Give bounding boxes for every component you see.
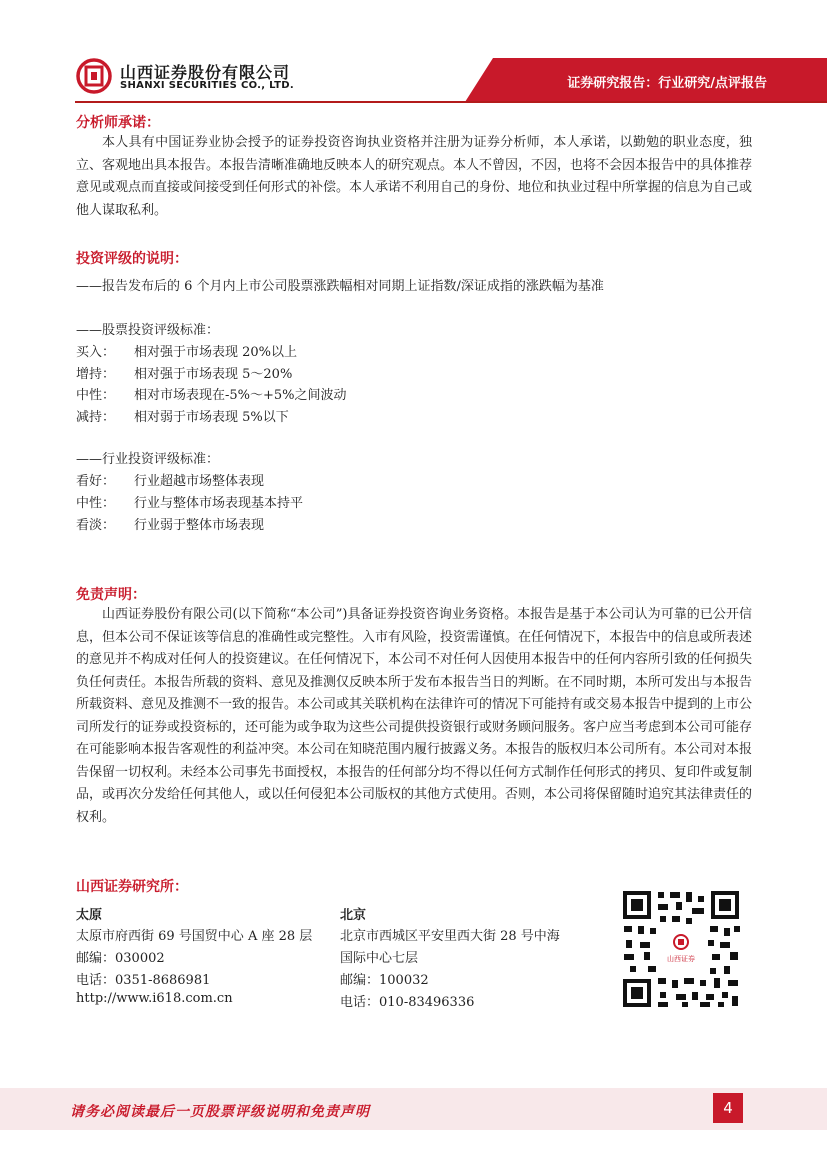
rating-label: 买入： bbox=[76, 345, 116, 360]
institute-title: 山西证券研究所： bbox=[76, 879, 188, 895]
rating-intro: ——报告发布后的 6 个月内上市公司股票涨跌幅相对同期上证指数/深证成指的涨跌幅为基准 bbox=[76, 279, 604, 294]
beijing-postcode: 邮编：100032 bbox=[340, 973, 429, 988]
industry-rating-header: ——行业投资评级标准： bbox=[76, 452, 220, 467]
page-header bbox=[0, 0, 827, 102]
analyst-commitment-text: 本人具有中国证券业协会授予的证券投资咨询执业资格并注册为证券分析师，本人承诺，以勤勉的职业态度，独立、客观地出具本报告。本报告清晰准确地反映本人的研究观点。本人不曾因，不因，也将不会因本报告中的具体推荐意见或观点而直接或间接受到任何形式的补偿。本人承诺不利用自己的身份、地位和执业过程中所掌握的信息为自己或他人谋取私利。 bbox=[76, 135, 753, 218]
taiyuan-postcode: 邮编：030002 bbox=[76, 951, 165, 966]
beijing-phone: 电话：010-83496336 bbox=[340, 995, 475, 1010]
industry-rating-row bbox=[76, 470, 264, 489]
rating-label: 增持： bbox=[76, 367, 116, 382]
company-logo-icon bbox=[76, 58, 112, 94]
stock-rating-row bbox=[76, 384, 347, 403]
industry-rating-row bbox=[76, 514, 264, 533]
disclaimer-title: 免责声明： bbox=[76, 587, 146, 603]
qr-code-icon bbox=[620, 888, 742, 1010]
rating-label: 中性： bbox=[76, 496, 116, 511]
stock-rating-row bbox=[76, 406, 289, 425]
beijing-address-line1: 北京市西城区平安里西大街 28 号中海 bbox=[340, 929, 560, 944]
industry-rating-row bbox=[76, 492, 303, 511]
rating-label: 中性： bbox=[76, 388, 116, 403]
header-divider bbox=[75, 101, 827, 103]
rating-desc: 行业超越市场整体表现 bbox=[134, 474, 265, 489]
analyst-commitment-title: 分析师承诺： bbox=[76, 115, 160, 131]
rating-desc: 相对市场表现在-5%～+5%之间波动 bbox=[134, 388, 347, 403]
rating-desc: 相对强于市场表现 5～20% bbox=[134, 367, 293, 382]
stock-rating-row bbox=[76, 341, 297, 360]
report-type: 证券研究报告：行业研究/点评报告 bbox=[567, 76, 767, 91]
taiyuan-address: 太原市府西街 69 号国贸中心 A 座 28 层 bbox=[76, 929, 313, 944]
rating-desc: 行业弱于整体市场表现 bbox=[134, 518, 265, 533]
rating-desc: 行业与整体市场表现基本持平 bbox=[134, 496, 304, 511]
page-number: 4 bbox=[713, 1093, 743, 1123]
stock-rating-header: ——股票投资评级标准： bbox=[76, 323, 220, 338]
rating-desc: 相对强于市场表现 20%以上 bbox=[134, 345, 298, 360]
rating-label: 减持： bbox=[76, 410, 116, 425]
rating-label: 看淡： bbox=[76, 518, 116, 533]
qr-caption: 山西证券 bbox=[667, 955, 695, 963]
beijing-address-line2: 国际中心七层 bbox=[340, 951, 419, 966]
stock-rating-row bbox=[76, 363, 292, 382]
company-name-en: SHANXI SECURITIES CO., LTD. bbox=[120, 80, 294, 91]
disclaimer-text: 山西证券股份有限公司(以下简称“本公司”)具备证券投资咨询业务资格。本报告是基于本公司认为可靠的已公开信息，但本公司不保证该等信息的准确性或完整性。入市有风险，投资需谨慎。在任何情况下，本报告中的信息或所表述的意见并不构成对任何人的投资建议。在任何情况下，本公司不对任何人因使用本报告中的任何内容所引致的任何损失负任何责任。本报告所载的资料、意见及推测仅反映本所于发布本报告当日的判断。在不同时期，本所可发出与本报告所载资料、意见及推测不一致的报告。本公司或其关联机构在法律许可的情况下可能持有或交易本报告中提到的上市公司所发行的证券或投资标的，还可能为或争取为这些公司提供投资银行或财务顾问服务。客户应当考虑到本公司可能存在可能影响本报告客观性的利益冲突。本公司在知晓范围内履行披露义务。本报告的版权归本公司所有。本公司对本报告保留一切权利。未经本公司事先书面授权，本报告的任何部分均不得以任何方式制作任何形式的拷贝、复印件或复制品，或再次分发给任何其他人，或以任何侵犯本公司版权的其他方式使用。否则，本公司将保留随时追究其法律责任的权利。 bbox=[76, 607, 753, 825]
footer-notice: 请务必阅读最后一页股票评级说明和免责声明 bbox=[70, 1104, 370, 1120]
beijing-city: 北京 bbox=[340, 908, 367, 923]
company-name-cn: 山西证券股份有限公司 bbox=[120, 63, 291, 82]
website-link[interactable]: http://www.i618.com.cn bbox=[76, 991, 233, 1006]
taiyuan-city: 太原 bbox=[76, 908, 103, 923]
rating-explanation-title: 投资评级的说明： bbox=[76, 251, 188, 267]
taiyuan-phone: 电话：0351-8686981 bbox=[76, 973, 211, 988]
rating-label: 看好： bbox=[76, 474, 116, 489]
rating-desc: 相对弱于市场表现 5%以下 bbox=[134, 410, 289, 425]
